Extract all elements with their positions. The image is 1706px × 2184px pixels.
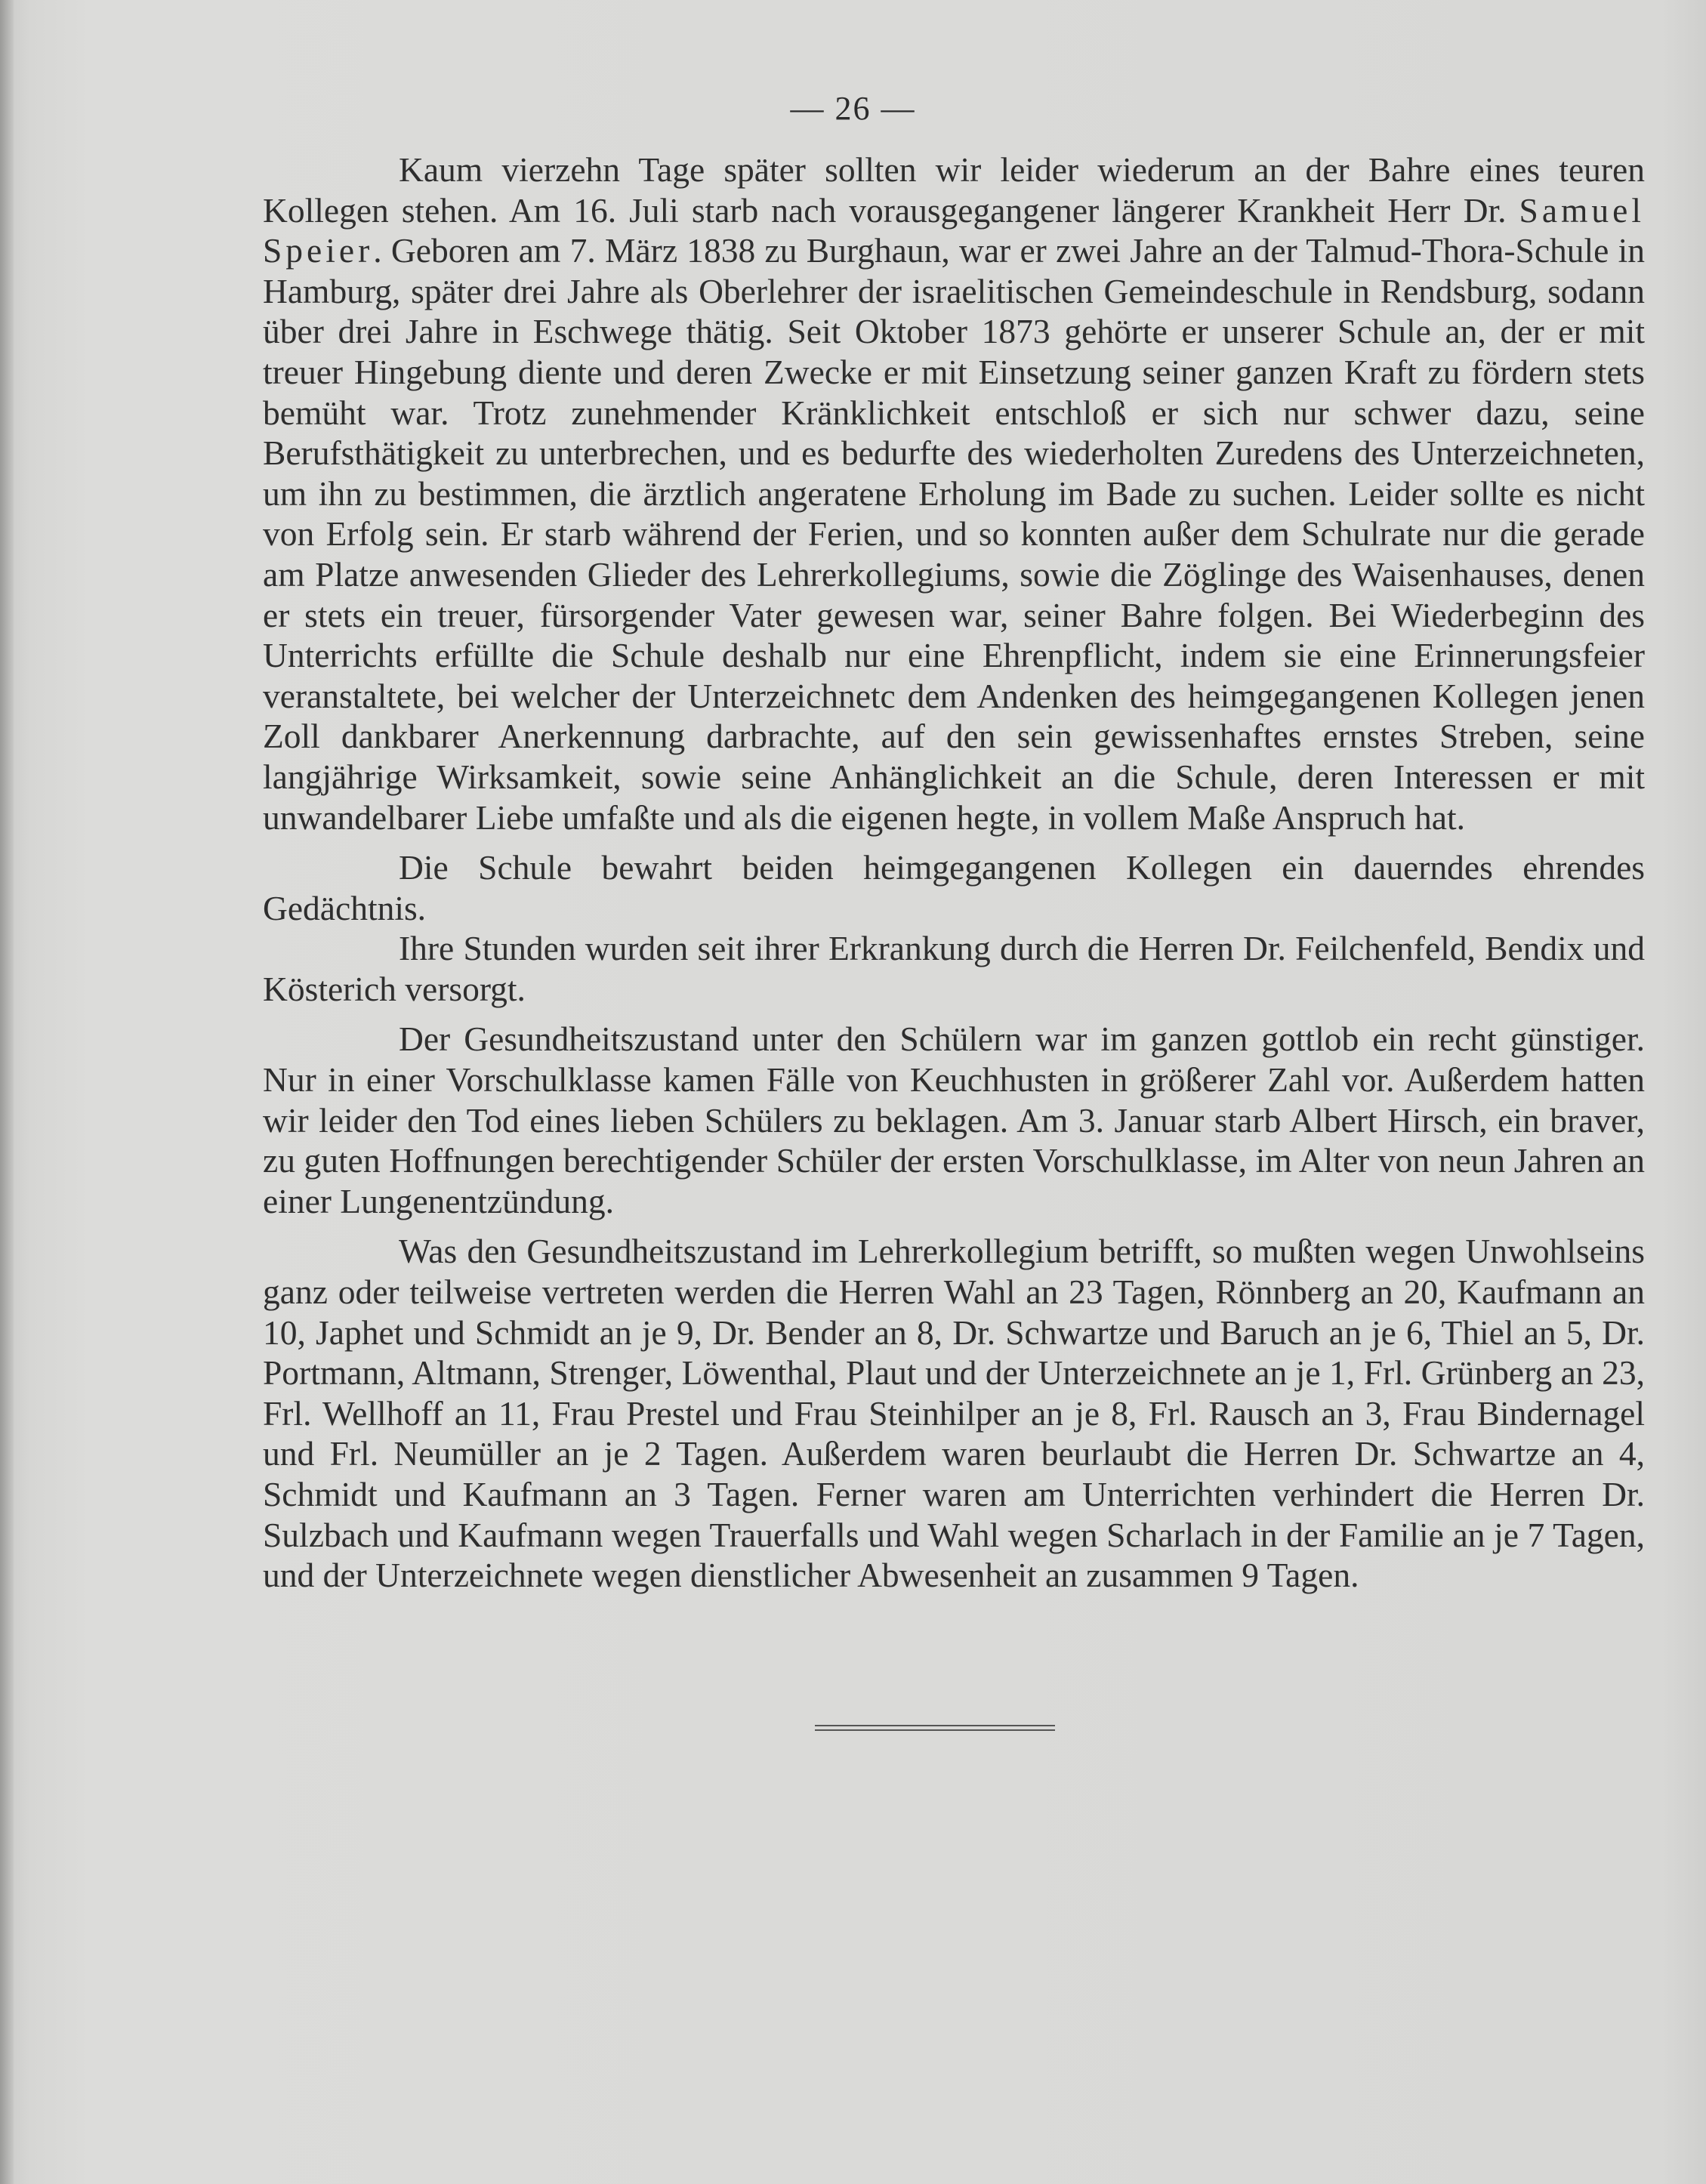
paragraph-staff-health: Was den Gesundheitszustand im Lehrerkollegium betrifft, so mußten wegen Unwohlseins ganz oder teilweise vertreten werden die Herren Wahl an 23 Tagen, Rönnberg an 20, Kaufmann an 10, Japhet und Schmidt an je 9, Dr. Bender an 8, Dr. Schwartze und Baruch an je 6, Thiel an 5, Dr. Portmann, Altmann, Strenger, Löwenthal, Plaut und der Unterzeichnete an je 1, Frl. Grünberg an 23, Frl. Wellhoff an 11, Frau Prestel und Frau Steinhilper an je 8, Frl. Rausch an 3, Frau Bindernagel und Frl. Neumüller an je 2 Tagen. Außerdem waren beurlaubt die Herren Dr. Schwartze an 4, Schmidt und Kaufmann an 3 Tagen. Ferner waren am Unterrichten verhindert die Herren Dr. Sulzbach und Kaufmann wegen Trauerfalls und Wahl wegen Scharlach in der Familie an je 7 Tagen, und der Unterzeichnete wegen dienstlicher Abwesenheit an zusammen 9 Tagen. xyxy=(263,1232,1645,1595)
paragraph-student-health: Der Gesundheitszustand unter den Schülern war im ganzen gottlob ein recht günstiger. Nur in einer Vorschulklasse kamen Fälle von Keuchhusten in größerer Zahl vor. Außerdem hatten wir leider den Tod eines lieben Schülers zu beklagen. Am 3. Januar starb Albert Hirsch, ein braver, zu guten Hoffnungen berechtigender Schüler der ersten Vorschulklasse, im Alter von neun Jahren an einer Lungenentzündung. xyxy=(263,1020,1645,1220)
section-divider xyxy=(815,1725,1055,1732)
divider-line-bottom xyxy=(815,1729,1055,1731)
paragraph-rest: . Geboren am 7. März 1838 zu Burghaun, war er zwei Jahre an der Talmud-Thora-Schule in Hamburg, später drei Jahre als Oberlehrer der israelitischen Gemeindeschule in Rendsburg, sodann über drei Jahre in Eschwege thätig. Seit Oktober 1873 gehörte er unserer Schule an, der er mit treuer Hingebung diente und deren Zwecke er mit Einsetzung seiner ganzen Kraft zu fördern stets bemüht war. Trotz zunehmender Kränklichkeit entschloß er sich nur schwer dazu, seine Berufsthätigkeit zu unterbrechen, und es bedurfte des wiederholten Zuredens des Unterzeichneten, um ihn zu bestimmen, die ärztlich angeratene Erholung im Bade zu suchen. Leider sollte es nicht von Erfolg sein. Er starb während der Ferien, und so konnten außer dem Schulrate nur die gerade am Platze anwesenden Glieder des Lehrerkollegiums, sowie die Zöglinge des Waisenhauses, denen er stets ein treuer, fürsorgender Vater gewesen war, seiner Bahre folgen. Bei Wiederbeginn des Unterrichts erfüllte die Schule deshalb nur eine Ehrenpflicht, indem sie eine Erinnerungsfeier veranstaltete, bei welcher der Unterzeichnetc dem Andenken des heimgegangenen Kollegen jenen Zoll dankbarer Anerkennung darbrachte, auf den sein gewissenhaftes ernstes Streben, seine langjährige Wirksamkeit, sowie seine Anhänglichkeit an die Schule, deren Interessen er mit unwandelbarer Liebe umfaßte und als die eigenen hegte, in vollem Maße Anspruch hat. xyxy=(263,231,1645,837)
paragraph-substitutes: Ihre Stunden wurden seit ihrer Erkrankung durch die Herren Dr. Feilchenfeld, Bendix und Kösterich versorgt. xyxy=(263,929,1645,1008)
body-text xyxy=(263,150,1645,1606)
paragraph-lead: Kaum vierzehn Tage später sollten wir leider wiederum an der Bahre eines teuren Kollegen stehen. Am 16. Juli starb nach vorausgegangener längerer Krankheit Herr Dr. xyxy=(263,150,1645,230)
page-edge-shadow xyxy=(0,0,14,2184)
page-number: — 26 — xyxy=(790,90,916,127)
divider-line-top xyxy=(815,1725,1055,1726)
paragraph-speier-obituary xyxy=(263,150,1645,838)
paragraph-memorial: Die Schule bewahrt beiden heimgegangenen Kollegen ein dauerndes ehrendes Gedächtnis. xyxy=(263,848,1645,927)
person-name-spaced: Samuel Speier xyxy=(263,190,1645,270)
